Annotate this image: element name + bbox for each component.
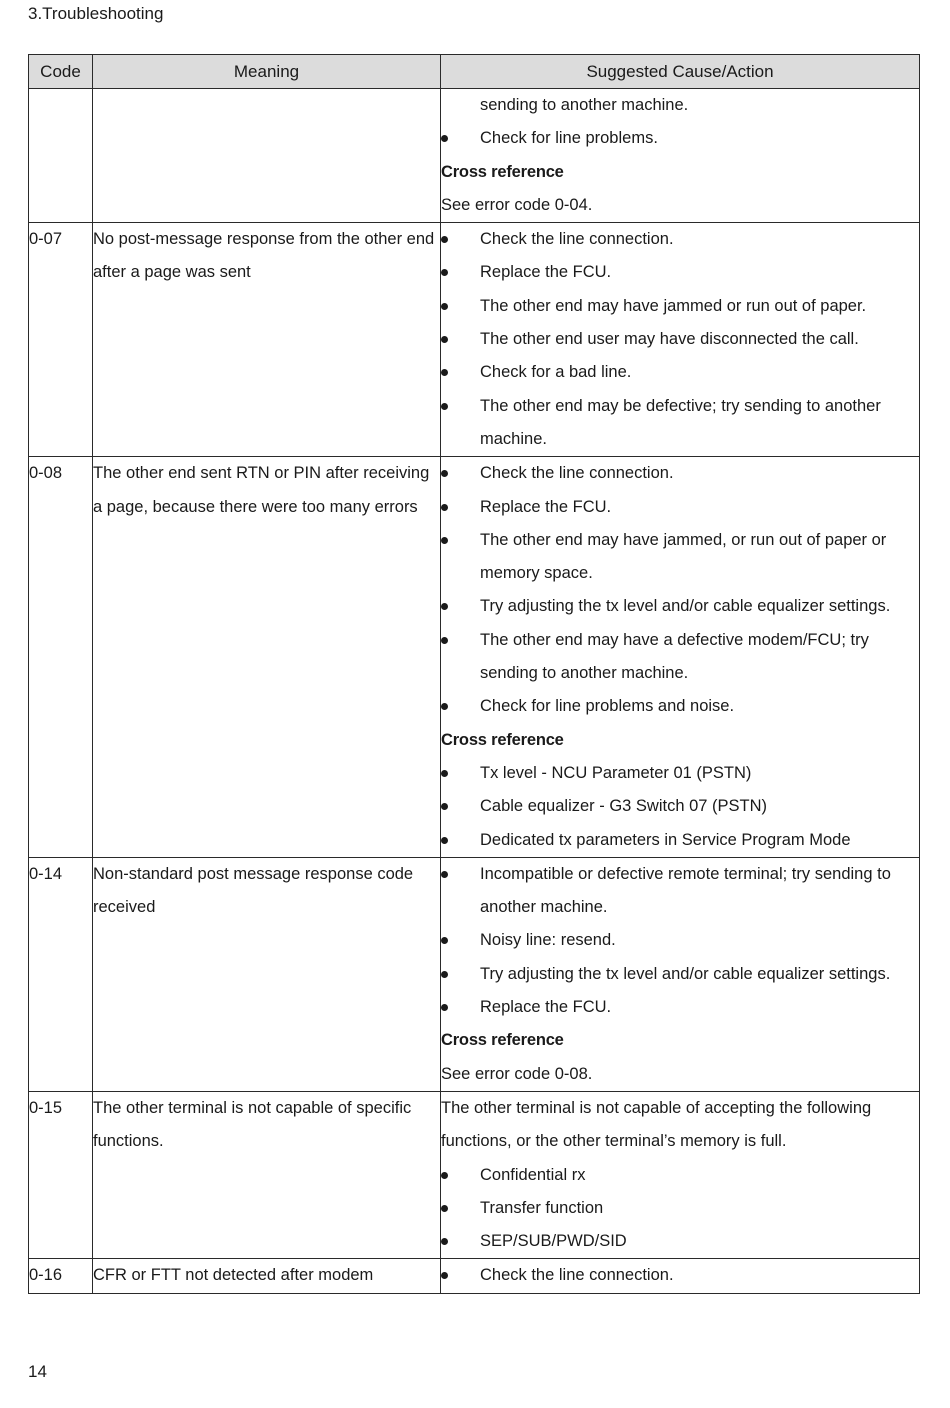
bullet-icon — [441, 403, 448, 410]
action-cell — [441, 89, 920, 223]
action-intro-text: The other terminal is not capable of accepting the following functions, or the other terminal’s memory is full. — [441, 1098, 872, 1151]
cross-reference-item: Tx level - NCU Parameter 01 (PSTN) — [441, 757, 919, 790]
bullet-item: Try adjusting the tx level and/or cable equalizer settings. — [441, 958, 919, 991]
bullet-icon — [441, 603, 448, 610]
bullet-item: Replace the FCU. — [441, 991, 919, 1024]
cross-reference-text: See error code 0-04. — [441, 195, 593, 214]
action-cell — [441, 1259, 920, 1293]
bullet-icon — [441, 703, 448, 710]
cross-reference-item: Dedicated tx parameters in Service Program Mode — [441, 824, 919, 857]
bullet-icon — [441, 637, 448, 644]
bullet-icon — [441, 303, 448, 310]
code-cell: 0-14 — [29, 857, 93, 1091]
bullet-icon — [441, 871, 448, 878]
bullet-icon — [441, 470, 448, 477]
code-cell: 0-15 — [29, 1091, 93, 1258]
meaning-cell: The other end sent RTN or PIN after receiving a page, because there were too many errors — [93, 457, 441, 858]
cross-reference-label: Cross reference — [441, 1031, 564, 1050]
code-cell: 0-08 — [29, 457, 93, 858]
bullet-item: Transfer function — [441, 1192, 919, 1225]
bullet-icon — [441, 135, 448, 142]
meaning-cell: The other terminal is not capable of specific functions. — [93, 1091, 441, 1258]
bullet-item: The other end user may have disconnected the call. — [441, 323, 919, 356]
bullet-icon — [441, 1172, 448, 1179]
continued-text: sending to another machine. — [480, 96, 689, 114]
column-header-meaning: Meaning — [93, 55, 441, 89]
bullet-item: The other end may have a defective modem/FCU; try sending to another machine. — [441, 624, 919, 691]
bullet-item: Check the line connection. — [441, 457, 919, 490]
cross-reference-label: Cross reference — [441, 162, 564, 181]
bullet-item: Check for line problems and noise. — [441, 690, 919, 723]
table-row — [29, 1091, 920, 1258]
column-header-action: Suggested Cause/Action — [441, 55, 920, 89]
action-cell — [441, 857, 920, 1091]
bullet-icon — [441, 803, 448, 810]
bullet-icon — [441, 1238, 448, 1245]
bullet-item: Check the line connection. — [441, 223, 919, 256]
meaning-cell — [93, 89, 441, 223]
bullet-item: The other end may have jammed, or run out of paper or memory space. — [441, 524, 919, 591]
bullet-item: Check for line problems. — [441, 122, 919, 155]
bullet-item: Check the line connection. — [441, 1259, 919, 1292]
bullet-icon — [441, 504, 448, 511]
page-number: 14 — [28, 1362, 47, 1381]
troubleshooting-table — [28, 54, 920, 1294]
bullet-icon — [441, 937, 448, 944]
bullet-item: SEP/SUB/PWD/SID — [441, 1225, 919, 1258]
bullet-icon — [441, 1004, 448, 1011]
bullet-icon — [441, 336, 448, 343]
bullet-item: Replace the FCU. — [441, 491, 919, 524]
bullet-icon — [441, 1272, 448, 1279]
running-header: 3.Troubleshooting — [28, 4, 164, 23]
meaning-cell: Non-standard post message response code received — [93, 857, 441, 1091]
bullet-item: Try adjusting the tx level and/or cable equalizer settings. — [441, 590, 919, 623]
cross-reference-label: Cross reference — [441, 730, 564, 749]
meaning-cell: No post-message response from the other end after a page was sent — [93, 223, 441, 457]
bullet-icon — [441, 770, 448, 777]
table-row — [29, 1259, 920, 1293]
bullet-item: Replace the FCU. — [441, 256, 919, 289]
column-header-code: Code — [29, 55, 93, 89]
bullet-icon — [441, 269, 448, 276]
meaning-cell: CFR or FTT not detected after modem — [93, 1259, 441, 1293]
bullet-item: Confidential rx — [441, 1159, 919, 1192]
table-header-row — [29, 55, 920, 89]
bullet-icon — [441, 537, 448, 544]
code-cell: 0-16 — [29, 1259, 93, 1293]
bullet-item: The other end may be defective; try sending to another machine. — [441, 390, 919, 457]
table-row — [29, 457, 920, 858]
bullet-item: The other end may have jammed or run out of paper. — [441, 290, 919, 323]
bullet-icon — [441, 837, 448, 844]
table-row — [29, 223, 920, 457]
bullet-icon — [441, 236, 448, 243]
bullet-item: Incompatible or defective remote terminal; try sending to another machine. — [441, 858, 919, 925]
bullet-icon — [441, 369, 448, 376]
action-cell — [441, 1091, 920, 1258]
table-row — [29, 89, 920, 223]
bullet-item: Check for a bad line. — [441, 356, 919, 389]
action-cell — [441, 223, 920, 457]
bullet-icon — [441, 1205, 448, 1212]
cross-reference-text: See error code 0-08. — [441, 1064, 593, 1083]
code-cell: 0-07 — [29, 223, 93, 457]
cross-reference-item: Cable equalizer - G3 Switch 07 (PSTN) — [441, 790, 919, 823]
code-cell — [29, 89, 93, 223]
bullet-icon — [441, 971, 448, 978]
table-row — [29, 857, 920, 1091]
action-cell — [441, 457, 920, 858]
bullet-item: Noisy line: resend. — [441, 924, 919, 957]
